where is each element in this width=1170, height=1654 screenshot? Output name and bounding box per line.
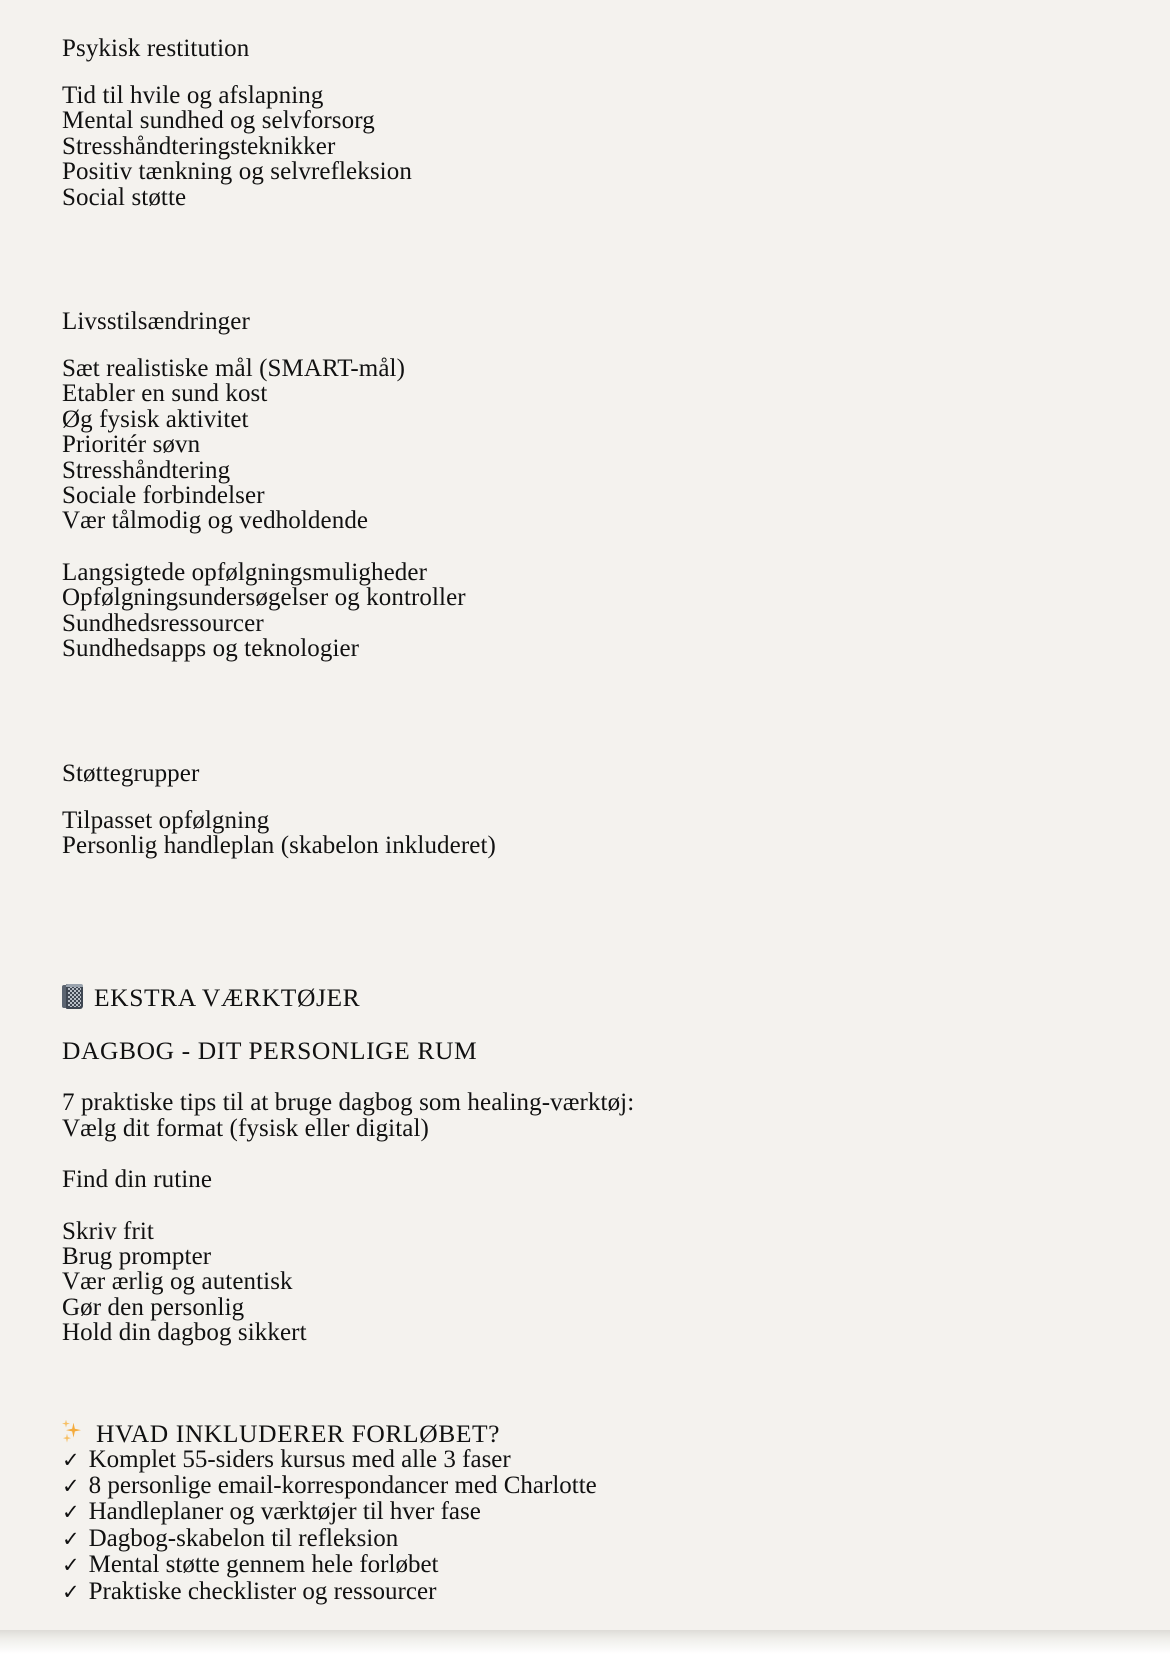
section-heading-livsstilsaendringer: Livsstilsændringer xyxy=(62,308,250,336)
list-item: Mental sundhed og selvforsorg xyxy=(62,107,375,135)
section-heading-label: HVAD INKLUDERER FORLØBET? xyxy=(96,1418,501,1448)
checklist-item xyxy=(62,1473,1108,1499)
spacer xyxy=(62,62,1108,83)
section-psykisk-restitution xyxy=(62,36,1108,210)
list-item: Opfølgningsundersøgelser og kontroller xyxy=(62,584,466,612)
spacer xyxy=(62,1011,1108,1037)
checklist-item-label: Mental støtte gennem hele forløbet xyxy=(88,1551,439,1579)
check-icon: ✓ xyxy=(62,1500,80,1525)
list-item: Sæt realistiske mål (SMART-mål) xyxy=(62,355,406,383)
spacer xyxy=(62,1064,1108,1090)
section-heading-hvad-inkluderer xyxy=(62,1420,1108,1447)
spacer xyxy=(62,335,1108,356)
spacer xyxy=(62,1193,1108,1219)
spacer xyxy=(62,534,1108,560)
list-item: Etabler en sund kost xyxy=(62,380,268,408)
section-heading-ekstra-vaerktoejer xyxy=(62,984,1108,1011)
list-item: Positiv tænkning og selvrefleksion xyxy=(62,158,412,186)
spacer xyxy=(62,787,1108,808)
list-item: Tid til hvile og afslapning xyxy=(62,82,324,109)
sparkles-icon xyxy=(62,1420,85,1445)
checklist-item xyxy=(62,1499,1108,1525)
list-item: Sundhedsapps og teknologier xyxy=(62,635,360,663)
notebook-icon xyxy=(62,984,83,1009)
spacer xyxy=(62,1346,1108,1420)
list-item: Social støtte xyxy=(62,183,187,211)
checklist-item xyxy=(62,1526,1108,1552)
section-heading-psykisk-restitution: Psykisk restitution xyxy=(62,35,250,62)
list-item: Gør den personlig xyxy=(62,1293,245,1321)
section-heading-stoettegrupper: Støttegrupper xyxy=(62,759,200,787)
list-item: Sociale forbindelser xyxy=(62,482,265,510)
list-item: Brug prompter xyxy=(62,1242,212,1270)
page-bottom-shadow xyxy=(0,1630,1170,1654)
list-item: Vær ærlig og autentisk xyxy=(62,1268,293,1296)
section-hvad-inkluderer xyxy=(62,1420,1108,1605)
list-item: Hold din dagbog sikkert xyxy=(62,1319,307,1347)
list-item: Personlig handleplan (skabelon inkluderet) xyxy=(62,831,496,859)
check-icon: ✓ xyxy=(62,1447,80,1472)
checklist-item-label: 8 personlige email-korrespondancer med Charlotte xyxy=(88,1471,597,1499)
section-heading-label: EKSTRA VÆRKTØJER xyxy=(94,983,361,1013)
intro-line: Vælg dit format (fysisk eller digital) xyxy=(62,1114,429,1142)
check-icon: ✓ xyxy=(62,1553,80,1578)
section-stoettegrupper xyxy=(62,761,1108,859)
check-icon: ✓ xyxy=(62,1473,80,1498)
spacer xyxy=(62,858,1108,984)
list-item: Øg fysisk aktivitet xyxy=(62,405,249,433)
section-ekstra-vaerktoejer xyxy=(62,984,1108,1345)
checklist-item-label: Praktiske checklister og ressourcer xyxy=(88,1577,437,1605)
check-icon: ✓ xyxy=(62,1526,80,1551)
list-item: Skriv frit xyxy=(62,1217,154,1245)
section-livsstilsaendringer xyxy=(62,309,1108,534)
subheading-dagbog: DAGBOG - DIT PERSONLIGE RUM xyxy=(62,1036,478,1066)
check-icon: ✓ xyxy=(62,1579,80,1604)
list-item: Stresshåndteringsteknikker xyxy=(62,132,336,160)
list-item: Langsigtede opfølgningsmuligheder xyxy=(62,558,428,586)
list-item: Vær tålmodig og vedholdende xyxy=(62,507,369,535)
checklist-item xyxy=(62,1552,1108,1578)
checklist-item-label: Dagbog-skabelon til refleksion xyxy=(88,1524,399,1552)
spacer xyxy=(62,1141,1108,1167)
list-item: Stresshåndtering xyxy=(62,456,231,484)
list-item: Tilpasset opfølgning xyxy=(62,806,270,834)
checklist-item-label: Handleplaner og værktøjer til hver fase xyxy=(88,1498,481,1526)
checklist-item xyxy=(62,1447,1108,1473)
spacer xyxy=(62,662,1108,761)
routine-line: Find din rutine xyxy=(62,1166,213,1194)
spacer xyxy=(62,210,1108,309)
list-item: Prioritér søvn xyxy=(62,431,201,459)
list-item: Sundhedsressourcer xyxy=(62,609,264,637)
intro-line: 7 praktiske tips til at bruge dagbog som healing-værktøj: xyxy=(62,1089,635,1117)
checklist-item-label: Komplet 55-siders kursus med alle 3 faser xyxy=(88,1445,511,1473)
checklist-item xyxy=(62,1579,1108,1605)
section-langsigtede xyxy=(62,560,1108,662)
